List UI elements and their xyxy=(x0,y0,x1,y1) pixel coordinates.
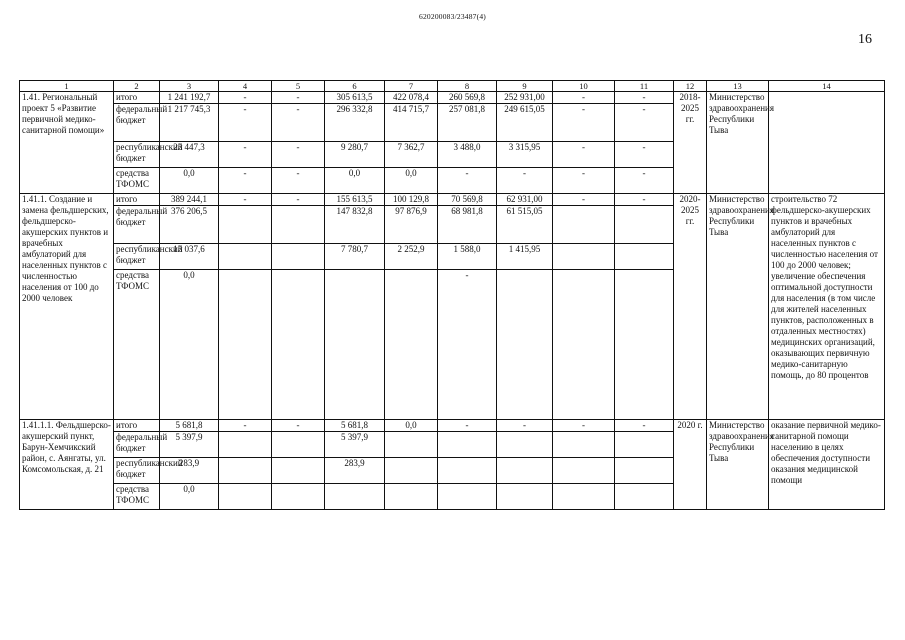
amount-cell xyxy=(497,432,553,458)
amount-cell xyxy=(553,432,615,458)
period: 2018-2025 гг. xyxy=(674,92,707,194)
period: 2020-2025 гг. xyxy=(674,194,707,420)
amount-cell: 2 252,9 xyxy=(385,244,438,270)
amount-cell: 0,0 xyxy=(385,420,438,432)
amount-cell: 7 780,7 xyxy=(325,244,385,270)
amount-cell: - xyxy=(553,104,615,142)
amount-cell xyxy=(553,270,615,420)
amount-cell: 0,0 xyxy=(325,168,385,194)
amount-cell xyxy=(385,458,438,484)
measure-name: 1.41.1.1. Фельдшерско-акушерский пункт, Барун-Хемчикский район, с. Аянгаты, ул. Комсомольская, д. 21 xyxy=(20,420,114,510)
amount-cell xyxy=(615,484,674,510)
amount-cell: - xyxy=(272,142,325,168)
amount-cell xyxy=(553,484,615,510)
column-number: 10 xyxy=(553,81,615,92)
executor: Министерство здравоохранения Республики Тыва xyxy=(707,420,769,510)
amount-cell: 147 832,8 xyxy=(325,206,385,244)
amount-cell xyxy=(615,206,674,244)
amount-cell: 68 981,8 xyxy=(438,206,497,244)
funding-source: республиканский бюджет xyxy=(114,244,160,270)
amount-cell xyxy=(497,458,553,484)
amount-cell xyxy=(438,432,497,458)
amount-cell: 296 332,8 xyxy=(325,104,385,142)
amount-cell xyxy=(553,244,615,270)
amount-cell: 7 362,7 xyxy=(385,142,438,168)
column-number: 7 xyxy=(385,81,438,92)
amount-cell xyxy=(272,270,325,420)
measure-name: 1.41.1. Создание и замена фельдшерских, фельдшерско-акушерских пунктов и врачебных амбулаторий для населенных пунктов с численностью населения от 100 до 2000 человек xyxy=(20,194,114,420)
amount-cell: - xyxy=(438,168,497,194)
amount-cell: - xyxy=(219,142,272,168)
column-number: 1 xyxy=(20,81,114,92)
amount-cell: 0,0 xyxy=(160,168,219,194)
amount-cell: - xyxy=(219,194,272,206)
table-row xyxy=(20,194,885,206)
column-number: 12 xyxy=(674,81,707,92)
amount-cell xyxy=(385,432,438,458)
amount-cell: 13 037,6 xyxy=(160,244,219,270)
amount-cell: 1 415,95 xyxy=(497,244,553,270)
column-number: 2 xyxy=(114,81,160,92)
amount-cell: 70 569,8 xyxy=(438,194,497,206)
amount-cell: 5 397,9 xyxy=(325,432,385,458)
amount-cell xyxy=(272,206,325,244)
amount-cell: - xyxy=(219,420,272,432)
amount-cell xyxy=(219,270,272,420)
amount-cell: - xyxy=(615,92,674,104)
amount-cell xyxy=(385,270,438,420)
amount-cell: - xyxy=(272,104,325,142)
column-number-row xyxy=(20,81,885,92)
amount-cell: - xyxy=(553,168,615,194)
expected-result: строительство 72 фельдшерско-акушерских пунктов и врачебных амбулаторий для населенных пунктов с численностью населения от 100 до 2000 человек; увеличение обеспечения оптимальной доступности для населения (в том числе для жителей населенных пунктов, расположенных в отдаленных местностях) медицинских организаций, оказывающих первичную медико-санитарную помощь, до 80 процентов xyxy=(769,194,885,420)
amount-cell xyxy=(272,432,325,458)
amount-cell xyxy=(385,484,438,510)
amount-cell: 283,9 xyxy=(160,458,219,484)
funding-source: федеральный бюджет xyxy=(114,104,160,142)
amount-cell: - xyxy=(272,92,325,104)
amount-cell: - xyxy=(615,194,674,206)
column-number: 6 xyxy=(325,81,385,92)
executor: Министерство здравоохранения Республики Тыва xyxy=(707,194,769,420)
amount-cell xyxy=(615,432,674,458)
amount-cell xyxy=(325,270,385,420)
amount-cell xyxy=(553,206,615,244)
amount-cell: 260 569,8 xyxy=(438,92,497,104)
column-number: 11 xyxy=(615,81,674,92)
amount-cell xyxy=(272,484,325,510)
amount-cell xyxy=(272,244,325,270)
amount-cell xyxy=(553,458,615,484)
column-number: 8 xyxy=(438,81,497,92)
table-row xyxy=(20,92,885,104)
column-number: 13 xyxy=(707,81,769,92)
amount-cell: - xyxy=(615,420,674,432)
amount-cell: - xyxy=(438,420,497,432)
funding-source: средства ТФОМС xyxy=(114,484,160,510)
amount-cell: 9 280,7 xyxy=(325,142,385,168)
amount-cell xyxy=(219,484,272,510)
column-number: 9 xyxy=(497,81,553,92)
amount-cell: - xyxy=(497,420,553,432)
amount-cell: 422 078,4 xyxy=(385,92,438,104)
amount-cell: 1 217 745,3 xyxy=(160,104,219,142)
amount-cell: - xyxy=(553,420,615,432)
amount-cell xyxy=(219,458,272,484)
amount-cell: 1 241 192,7 xyxy=(160,92,219,104)
amount-cell: 5 681,8 xyxy=(160,420,219,432)
table-row xyxy=(20,420,885,432)
expected-result: оказание первичной медико-санитарной помощи населению в целях обеспечения доступности оказания медицинской помощи xyxy=(769,420,885,510)
amount-cell: 305 613,5 xyxy=(325,92,385,104)
amount-cell: - xyxy=(615,142,674,168)
amount-cell: 23 447,3 xyxy=(160,142,219,168)
amount-cell: 3 315,95 xyxy=(497,142,553,168)
funding-source: итого xyxy=(114,420,160,432)
amount-cell xyxy=(615,458,674,484)
amount-cell: 0,0 xyxy=(160,270,219,420)
amount-cell: 5 681,8 xyxy=(325,420,385,432)
amount-cell: - xyxy=(272,420,325,432)
executor: Министерство здравоохранения Республики Тыва xyxy=(707,92,769,194)
amount-cell: - xyxy=(219,92,272,104)
amount-cell xyxy=(325,484,385,510)
amount-cell xyxy=(438,458,497,484)
amount-cell: - xyxy=(272,168,325,194)
amount-cell: 1 588,0 xyxy=(438,244,497,270)
amount-cell: 100 129,8 xyxy=(385,194,438,206)
funding-source: республиканский бюджет xyxy=(114,458,160,484)
amount-cell xyxy=(438,484,497,510)
amount-cell: - xyxy=(615,168,674,194)
program-table xyxy=(19,80,885,510)
amount-cell xyxy=(272,458,325,484)
funding-source: федеральный бюджет xyxy=(114,432,160,458)
amount-cell: 376 206,5 xyxy=(160,206,219,244)
amount-cell xyxy=(497,270,553,420)
expected-result xyxy=(769,92,885,194)
amount-cell: 257 081,8 xyxy=(438,104,497,142)
amount-cell xyxy=(219,206,272,244)
funding-source: итого xyxy=(114,194,160,206)
column-number: 5 xyxy=(272,81,325,92)
funding-source: средства ТФОМС xyxy=(114,168,160,194)
amount-cell: - xyxy=(497,168,553,194)
amount-cell xyxy=(615,244,674,270)
column-number: 4 xyxy=(219,81,272,92)
funding-source: республиканский бюджет xyxy=(114,142,160,168)
amount-cell: 5 397,9 xyxy=(160,432,219,458)
amount-cell: - xyxy=(272,194,325,206)
funding-source: федеральный бюджет xyxy=(114,206,160,244)
amount-cell: 0,0 xyxy=(160,484,219,510)
amount-cell: 283,9 xyxy=(325,458,385,484)
amount-cell: - xyxy=(615,104,674,142)
amount-cell xyxy=(497,484,553,510)
amount-cell: 62 931,00 xyxy=(497,194,553,206)
amount-cell: 389 244,1 xyxy=(160,194,219,206)
amount-cell: 61 515,05 xyxy=(497,206,553,244)
funding-source: итого xyxy=(114,92,160,104)
amount-cell: 252 931,00 xyxy=(497,92,553,104)
amount-cell: 249 615,05 xyxy=(497,104,553,142)
amount-cell xyxy=(219,432,272,458)
document-id: 620200083/23487(4) xyxy=(419,12,486,21)
measure-name: 1.41. Региональный проект 5 «Развитие первичной медико-санитарной помощи» xyxy=(20,92,114,194)
amount-cell: - xyxy=(219,168,272,194)
amount-cell: - xyxy=(553,142,615,168)
page-number: 16 xyxy=(858,32,872,47)
amount-cell xyxy=(615,270,674,420)
amount-cell: - xyxy=(553,194,615,206)
amount-cell: 414 715,7 xyxy=(385,104,438,142)
column-number: 14 xyxy=(769,81,885,92)
amount-cell: 97 876,9 xyxy=(385,206,438,244)
amount-cell: - xyxy=(553,92,615,104)
column-number: 3 xyxy=(160,81,219,92)
amount-cell: 3 488,0 xyxy=(438,142,497,168)
amount-cell: 155 613,5 xyxy=(325,194,385,206)
amount-cell xyxy=(219,244,272,270)
amount-cell: - xyxy=(219,104,272,142)
amount-cell: - xyxy=(438,270,497,420)
funding-source: средства ТФОМС xyxy=(114,270,160,420)
period: 2020 г. xyxy=(674,420,707,510)
amount-cell: 0,0 xyxy=(385,168,438,194)
